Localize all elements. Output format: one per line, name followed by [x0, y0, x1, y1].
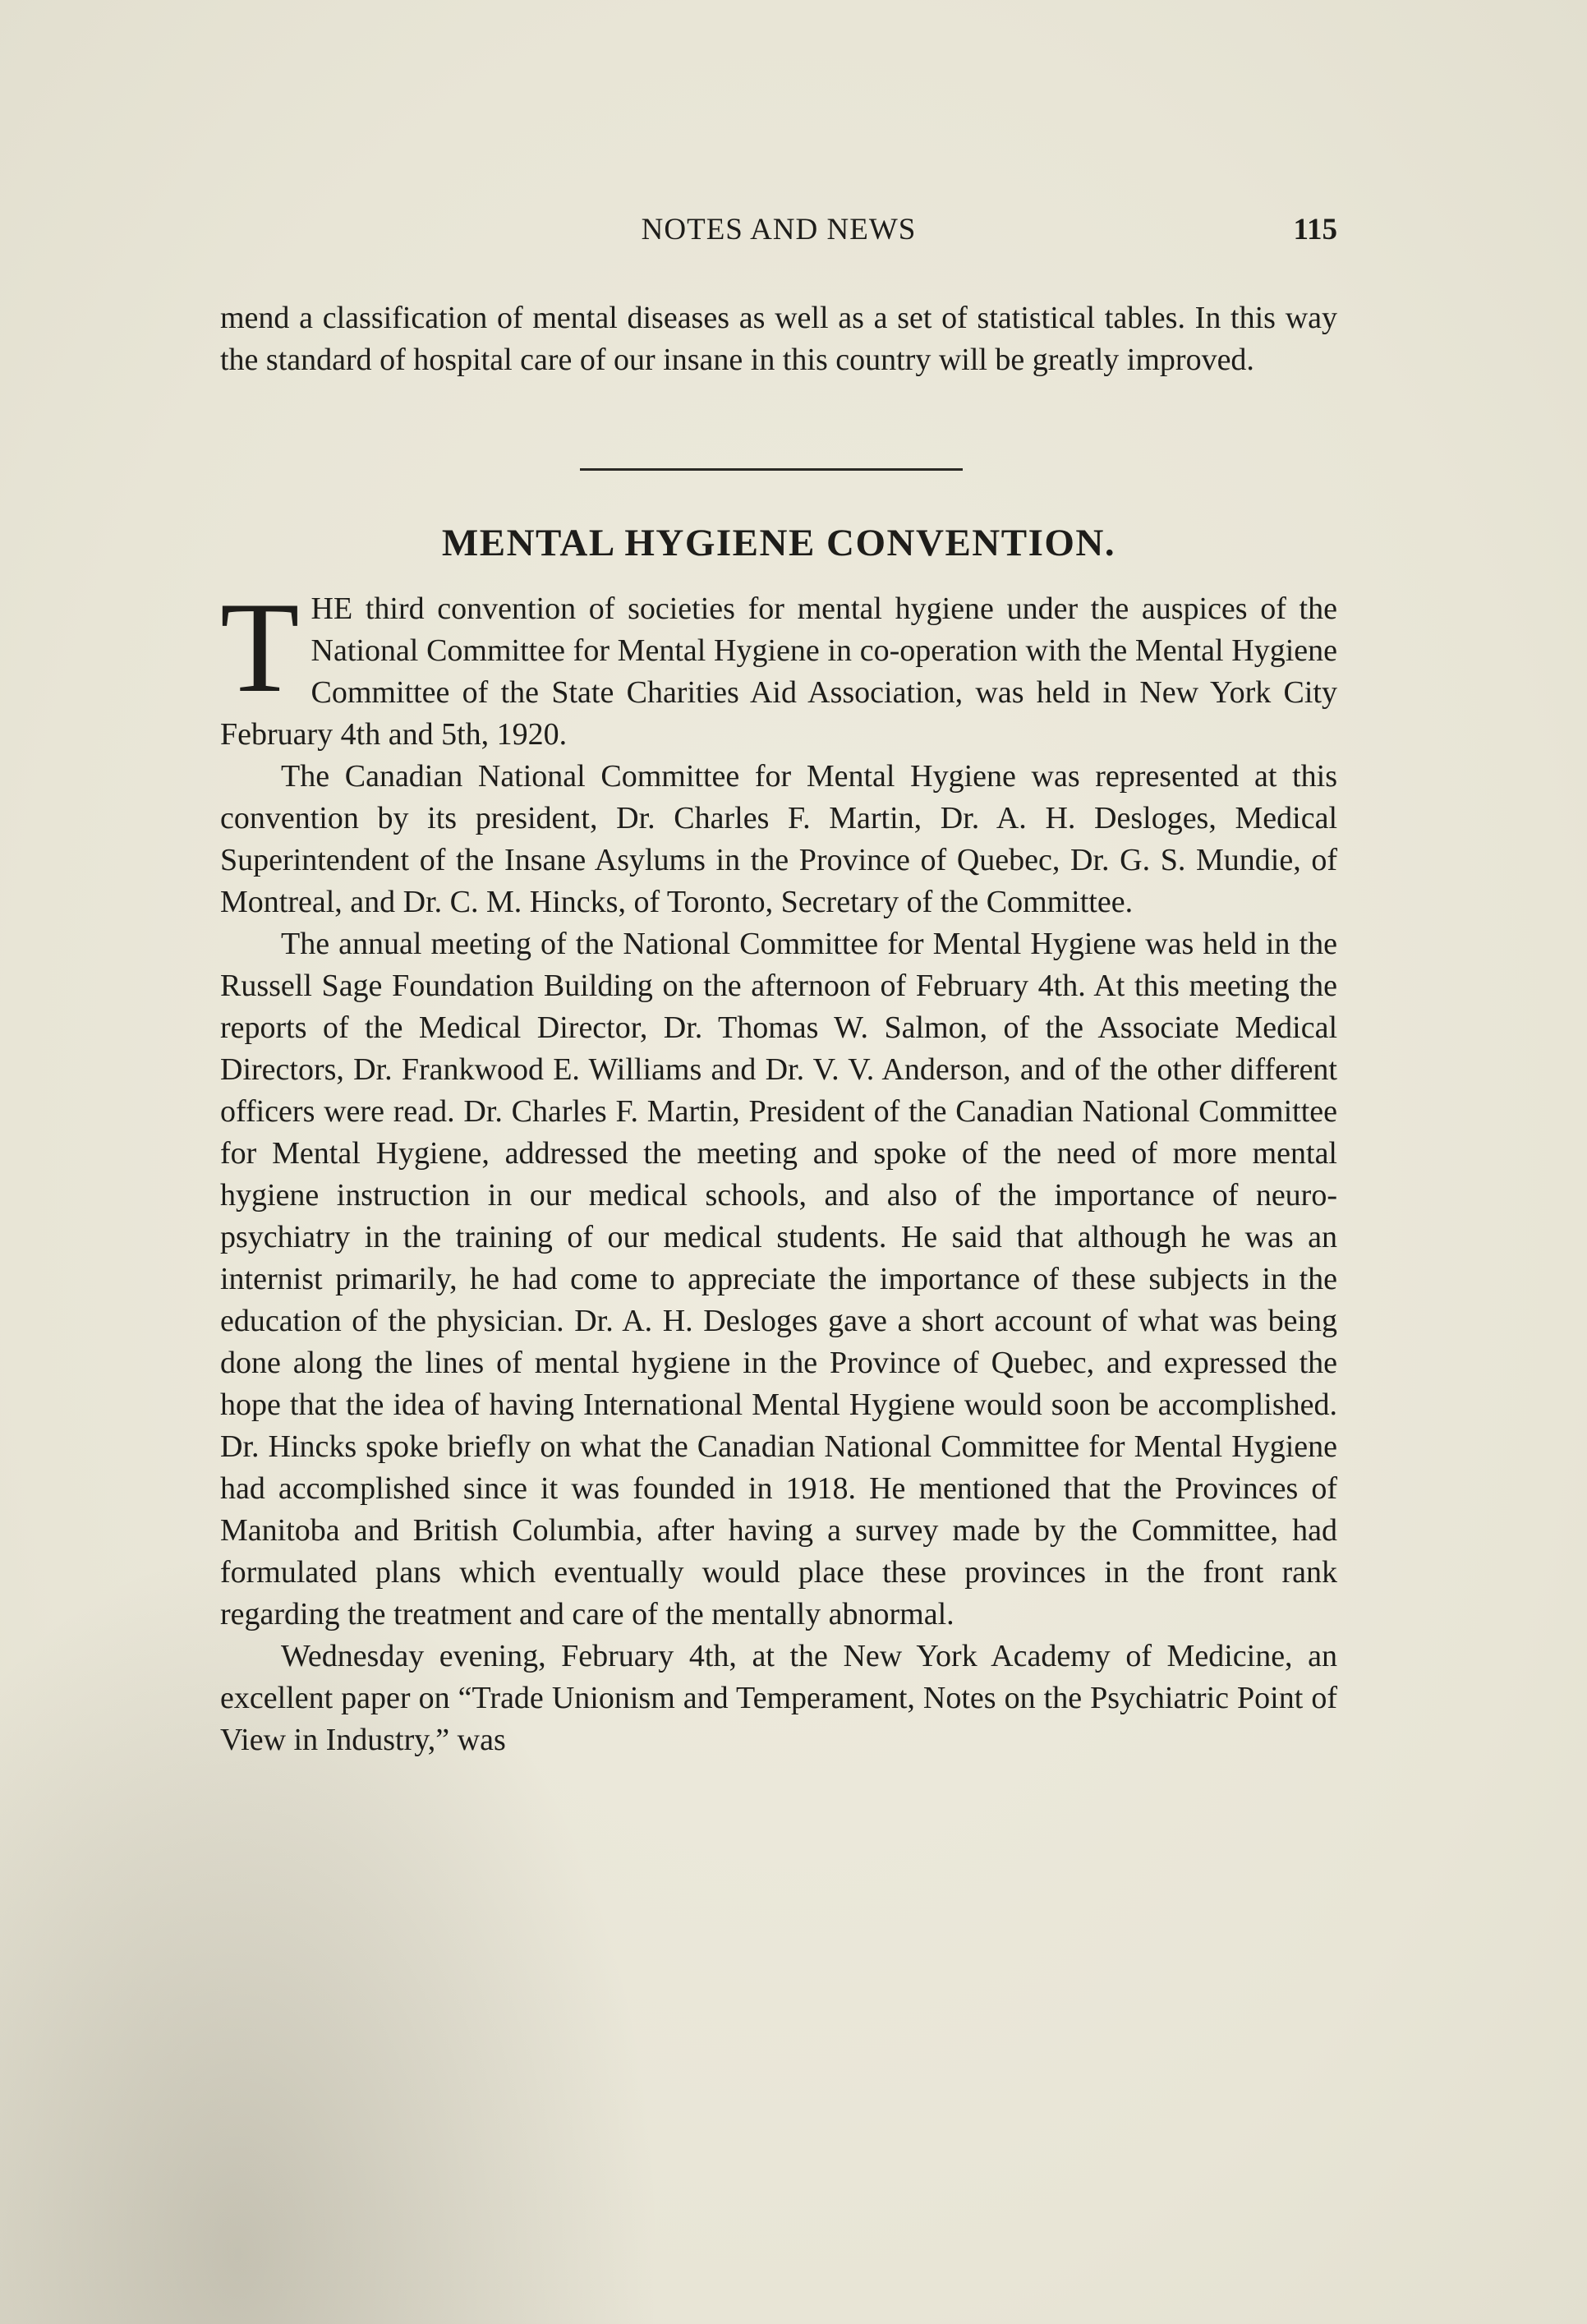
- paragraph-4: Wednesday evening, February 4th, at the New York Academy of Medicine, an excellent paper on “Trade Unionism and Temperament, Notes on the Psychiatric Point of View in Industry,” was: [220, 1639, 1337, 1757]
- section-divider-rule: [580, 468, 963, 471]
- paragraph-2: The Canadian National Committee for Mental Hygiene was represented at this convention by its president, Dr. Charles F. Martin, Dr. A. H. Desloges, Medical Superintendent of the Insane Asylums in the Province of Quebec, Dr. G. S. Mundie, of Montreal, and Dr. C. M. Hincks, of Toronto, Secretary of the Committee.: [220, 759, 1337, 919]
- previous-paragraph: mend a classification of mental diseases as well as a set of statistical tables. In this way the standard of hospital care of our insane in this country will be greatly improved.: [220, 301, 1337, 377]
- running-head: [220, 212, 1337, 256]
- running-title: NOTES AND NEWS: [641, 213, 917, 246]
- paragraph-1-text: HE third convention of societies for mental hygiene under the auspices of the National Committee for Mental Hygiene in co-operation with the Mental Hygiene Committee of the State Charities Aid Association, was held in New York City February 4th and 5th, 1920.: [220, 591, 1337, 752]
- drop-cap: T: [220, 576, 300, 720]
- section-title: MENTAL HYGIENE CONVENTION.: [441, 522, 1116, 564]
- paragraph-1: [220, 576, 1337, 756]
- page-number: 115: [1293, 213, 1337, 246]
- section-body: [220, 576, 1337, 1761]
- paragraph-3: The annual meeting of the National Committee for Mental Hygiene was held in the Russell Sage Foundation Building on the afternoon of February 4th. At this meeting the reports of the Medical Director, Dr. Thomas W. Salmon, of the Associate Medical Directors, Dr. Frankwood E. Williams and Dr. V. V. Anderson, and of the other different officers were read. Dr. Charles F. Martin, President of the Canadian National Committee for Mental Hygiene, addressed the meeting and spoke of the need of more mental hygiene instruction in our medical schools, and also of the importance of neuro-psychiatry in the training of our medical students. He said that although he was an internist primarily, he had come to appreciate the importance of these subjects in the education of the physician. Dr. A. H. Desloges gave a short account of what was being done along the lines of mental hygiene in the Province of Quebec, and expressed the hope that the idea of having International Mental Hygiene would soon be accomplished. Dr. Hincks spoke briefly on what the Canadian National Committee for Mental Hygiene had accomplished since it was founded in 1918. He mentioned that the Provinces of Manitoba and British Columbia, after having a survey made by the Committee, had formulated plans which eventually would place these provinces in the front rank regarding the treatment and care of the mentally abnormal.: [220, 927, 1337, 1631]
